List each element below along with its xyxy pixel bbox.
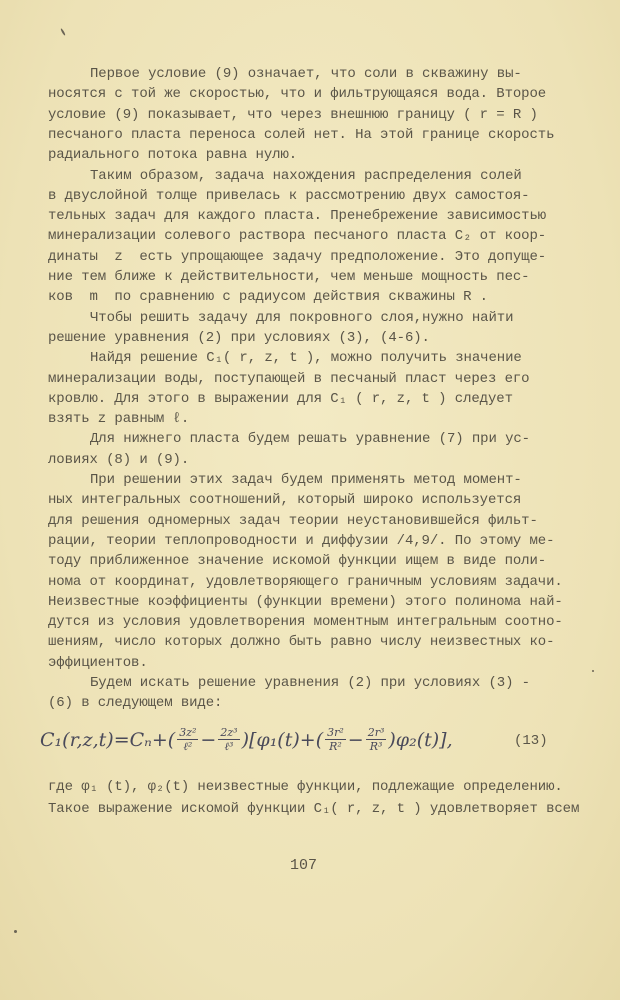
text-line: кровлю. Для этого в выражении для C₁ ( r, z, t ) следует <box>48 390 513 407</box>
text-line: Таким образом, задача нахождения распределения солей <box>90 167 522 184</box>
formula-part: − <box>347 728 364 751</box>
numerator: 3r² <box>327 726 344 739</box>
denominator: ℓ³ <box>224 740 234 753</box>
text-line: Первое условие (9) означает, что соли в скважину вы- <box>90 66 522 82</box>
formula-part: − <box>200 728 217 751</box>
fraction <box>218 726 239 753</box>
text-line: (6) в следующем виде: <box>48 695 223 712</box>
text-line: Для нижнего пласта будем решать уравнение (7) при ус- <box>90 431 530 448</box>
scan-speck <box>592 670 594 672</box>
text-line: тоду приближенное значение искомой функции ищем в виде поли- <box>48 553 547 570</box>
text-line: где φ₁ (t), φ₂(t) неизвестные функции, подлежащие определению. <box>48 779 563 795</box>
equation-number: (13) <box>514 733 548 749</box>
scan-speck <box>60 28 66 36</box>
text-line: шениям, число которых должно быть равно числу неизвестных ко- <box>48 634 555 651</box>
text-line: ков m по сравнению с радиусом действия скважины R . <box>48 289 488 306</box>
text-line: Такое выражение искомой функции C₁( r, z, t ) удовлетворяет всем <box>48 801 580 817</box>
equation-13 <box>40 726 453 753</box>
fraction <box>366 726 387 753</box>
numerator: 2r³ <box>367 726 385 739</box>
numerator: 2z³ <box>220 726 238 739</box>
text-line: При решении этих задач будем применять метод момент- <box>90 472 522 488</box>
formula-part: C₁(r,z,t)=Cₙ+( <box>40 728 176 751</box>
text-line: носятся с той же скоростью, что и фильтрующаяся вода. Второе <box>48 86 547 103</box>
text-line: Чтобы решить задачу для покровного слоя,нужно найти <box>90 309 514 326</box>
text-line: решение уравнения (2) при условиях (3), (4-6). <box>48 329 430 346</box>
text-line: ных интегральных соотношений, который широко используется <box>48 492 522 509</box>
text-line: минерализации воды, поступающей в песчаный пласт через его <box>48 370 530 387</box>
fraction <box>325 726 346 753</box>
denominator: R² <box>329 740 342 753</box>
formula-part: )φ₂(t)], <box>388 728 453 751</box>
formula-part: )[φ₁(t)+( <box>241 728 324 751</box>
text-line: эффициентов. <box>48 654 148 671</box>
scan-speck <box>14 930 17 933</box>
text-line: дутся из условия удовлетворения моментным интегральным соотно- <box>48 614 563 631</box>
text-line: Неизвестные коэффициенты (функции времени) этого полинома най- <box>48 593 563 610</box>
text-line: Будем искать решение уравнения (2) при условиях (3) - <box>90 675 530 691</box>
text-line: радиального потока равна нулю. <box>48 147 298 164</box>
text-line: рации, теории теплопроводности и диффузии /4,9/. По этому ме- <box>48 532 555 549</box>
text-line: для решения одномерных задач теории неустановившейся фильт- <box>48 512 538 529</box>
text-line: Найдя решение C₁( r, z, t ), можно получить значение <box>90 350 522 367</box>
text-line: тельных задач для каждого пласта. Пренебрежение зависимостью <box>48 208 547 225</box>
text-line: нома от координат, удовлетворяющего граничным условиям задачи. <box>48 573 563 590</box>
text-line: песчаного пласта переноса солей нет. На этой границе скорость <box>48 126 555 143</box>
numerator: 3z² <box>179 726 197 739</box>
text-line: ние тем ближе к действительности, чем меньше мощность пес- <box>48 269 530 285</box>
fraction <box>177 726 198 753</box>
text-line: ловиях (8) и (9). <box>48 451 190 468</box>
text-line: динаты z есть упрощающее задачу предположение. Это допуще- <box>48 248 547 265</box>
page-number: 107 <box>290 857 318 874</box>
text-line: в двуслойной толще привелась к рассмотрению двух самостоя- <box>48 187 530 204</box>
text-line: взять z равным ℓ. <box>48 411 190 428</box>
denominator: R³ <box>369 740 383 753</box>
denominator: ℓ² <box>183 740 193 753</box>
text-line: минерализации солевого раствора песчаного пласта C₂ от коор- <box>48 228 547 245</box>
text-line: условие (9) показывает, что через внешнюю границу ( r = R ) <box>48 106 538 123</box>
